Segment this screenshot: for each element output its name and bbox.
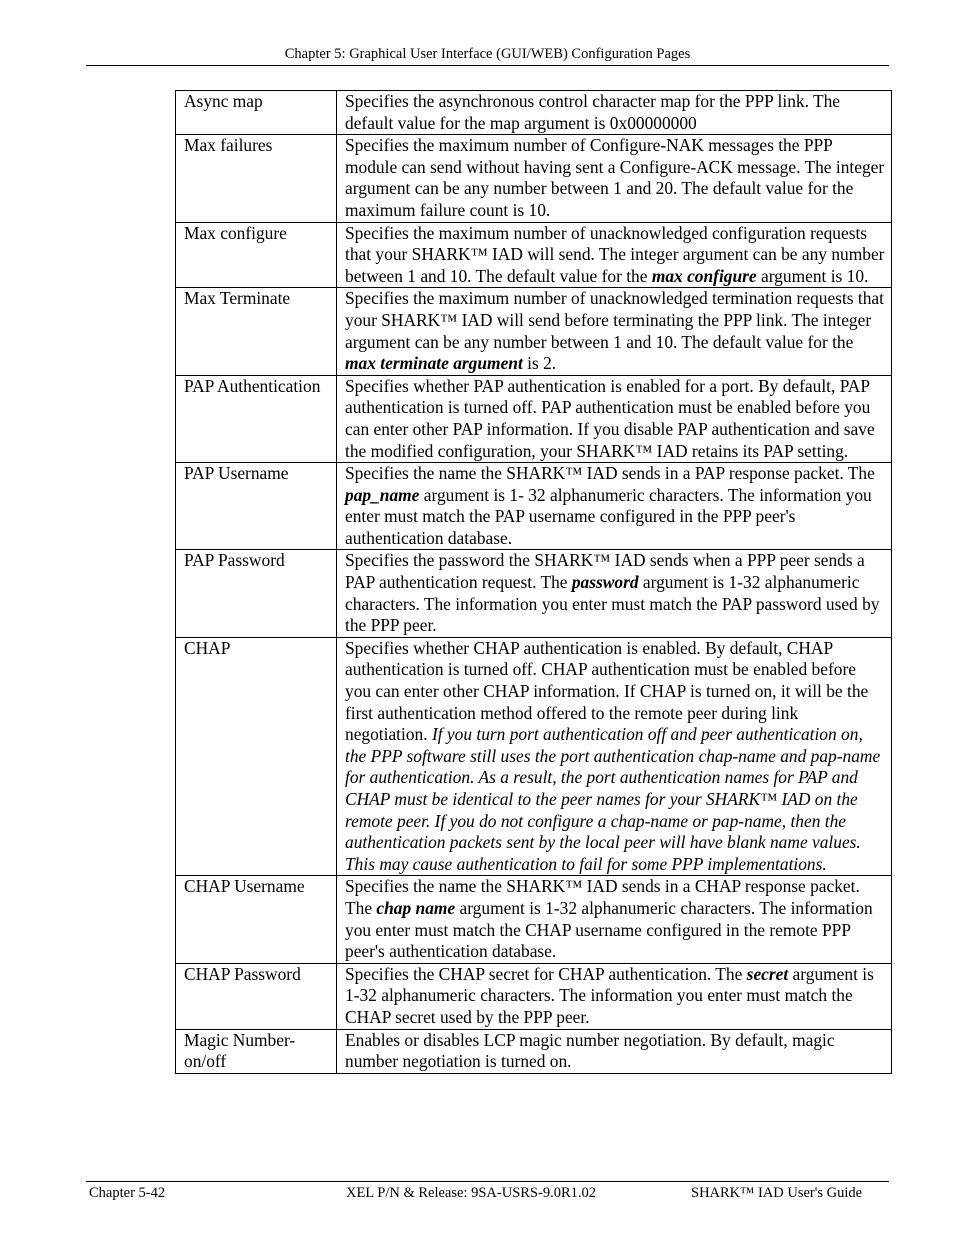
footer-divider [86,1181,889,1182]
emphasized-text: pap_name [345,484,420,505]
description-text: Enables or disables LCP magic number negotiation. By default, magic number negotiation is turned on. [345,1029,835,1072]
description-text: Specifies the password the SHARK™ IAD sends when a PPP peer sends a PAP authentication request. The [345,550,865,593]
description-text: argument is 10. [756,265,869,286]
emphasized-text: max terminate argument [345,353,523,374]
table-row [176,463,892,550]
description-text: is 2. [522,353,557,374]
description-text: argument is 1-32 alphanumeric characters. The information you enter must match the PAP password used by the PPP peer. [345,572,880,636]
emphasized-text: password [571,572,639,593]
table-row [176,375,892,462]
description-text: Specifies whether CHAP authentication is enabled. By default, CHAP authentication is turned off. CHAP authentication must be enabled before you can enter other CHAP information. If CHAP is turned on, it will be the first authentication method offered to the remote peer during link negotiation. [345,637,869,745]
parameter-name: PAP Password [176,550,337,637]
parameter-description [337,135,892,222]
parameter-description [337,222,892,288]
parameter-description [337,876,892,963]
parameter-description [337,463,892,550]
description-text: Specifies the asynchronous control character map for the PPP link. The default value for the map argument is 0x00000000 [345,91,841,133]
emphasized-text: max configure [651,265,757,286]
parameter-name: Magic Number-on/off [176,1029,337,1073]
table-row [176,135,892,222]
table-row [176,637,892,876]
parameter-table-body [176,91,892,1074]
parameter-name: CHAP [176,637,337,876]
table-row [176,876,892,963]
description-text: argument is 1-32 alphanumeric characters. The information you enter must match the CHAP secret used by the PPP peer. [345,963,874,1027]
footer-chapter-page: Chapter 5-42 [89,1185,166,1201]
description-text: argument is 1- 32 alphanumeric characters. The information you enter must match the PAP username configured in the PPP peer's authentication database. [345,484,872,548]
parameter-description [337,91,892,135]
parameter-description [337,288,892,375]
parameter-name: Async map [176,91,337,135]
emphasized-text: chap name [376,897,456,918]
table-row [176,222,892,288]
parameter-table [175,90,892,1074]
header-divider [86,65,889,66]
parameter-name: Max Terminate [176,288,337,375]
parameter-name: Max configure [176,222,337,288]
description-text: Specifies the CHAP secret for CHAP authentication. The [345,963,747,984]
footer-release: XEL P/N & Release: 9SA-USRS-9.0R1.02 [346,1185,596,1201]
parameter-name: PAP Username [176,463,337,550]
description-text: argument is 1-32 alphanumeric characters. The information you enter must match the CHAP username configured in the remote PPP peer's authentication database. [345,897,873,962]
description-text: Specifies the name the SHARK™ IAD sends in a PAP response packet. The [345,463,875,484]
parameter-description [337,1029,892,1073]
parameter-name: PAP Authentication [176,375,337,462]
table-row [176,550,892,637]
parameter-name: CHAP Password [176,963,337,1029]
page-header: Chapter 5: Graphical User Interface (GUI/WEB) Configuration Pages [284,46,691,62]
parameter-name: CHAP Username [176,876,337,963]
table-row [176,1029,892,1073]
parameter-name: Max failures [176,135,337,222]
parameter-description [337,963,892,1029]
table-row [176,963,892,1029]
parameter-description [337,637,892,876]
description-text: Specifies the name the SHARK™ IAD sends in a CHAP response packet. The [345,876,860,918]
parameter-description [337,375,892,462]
table-row [176,91,892,135]
description-text: Specifies the maximum number of unacknowledged configuration requests that your SHARK™ IAD will send. The integer argument can be any number between 1 and 10. The default value for the [345,222,885,286]
emphasized-text: If you turn port authentication off and peer authentication on, the PPP software still uses the port authentication chap-name and pap-name for authentication. As a result, the port authentication names for PAP and CHAP must be identical to the peer names for your SHARK™ IAD on the remote peer. If you do not configure a chap-name or pap-name, then the authentication packets sent by the local peer will have blank name values. This may cause authentication to fail for some PPP implementations. [345,724,881,874]
description-text: Specifies the maximum number of Configure-NAK messages the PPP module can send without having sent a Configure-ACK message. The integer argument can be any number between 1 and 20. The default value for the maximum failure count is 10. [345,135,885,220]
parameter-description [337,550,892,637]
emphasized-text: secret [746,963,789,984]
description-text: Specifies the maximum number of unacknowledged termination requests that your SHARK™ IAD will send before terminating the PPP link. The integer argument can be any number between 1 and 10. The default value for the [345,288,884,352]
table-row [176,288,892,375]
description-text: Specifies whether PAP authentication is enabled for a port. By default, PAP authentication is turned off. PAP authentication must be enabled before you can enter other PAP information. If you disable PAP authentication and save the modified configuration, your SHARK™ IAD retains its PAP setting. [345,375,875,461]
footer-guide-title: SHARK™ IAD User's Guide [691,1185,863,1201]
